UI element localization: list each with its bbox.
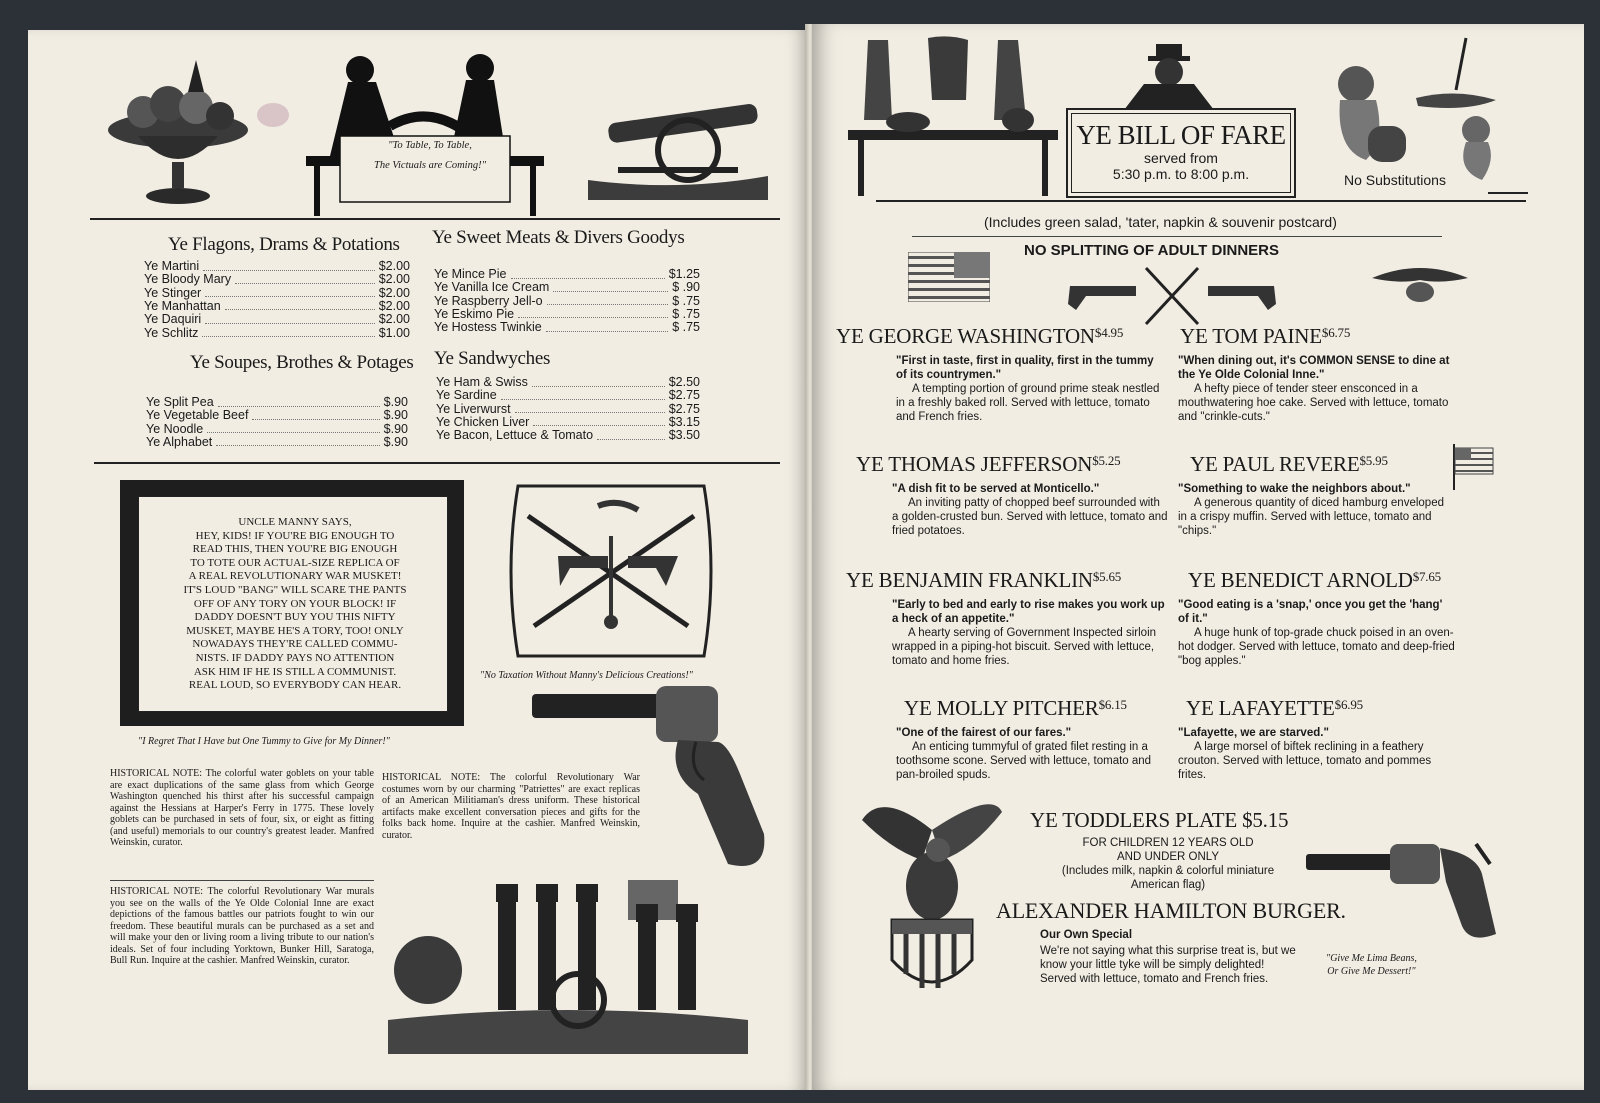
menu-item-price: $2.75	[668, 388, 700, 403]
uncle-manny-line: READ THIS, THEN YOU'RE BIG ENOUGH	[192, 543, 398, 556]
leader-dots	[597, 429, 665, 440]
right-page	[812, 24, 1584, 1090]
cannon-illustration	[588, 80, 768, 200]
leader-dots	[532, 376, 665, 387]
menu-item-price: $1.25	[668, 267, 700, 281]
header-sign-text	[350, 136, 510, 176]
dinner-quote: "Early to bed and early to rise makes you work up a heck of an appetite."	[892, 599, 1165, 625]
dinner-title	[856, 452, 1120, 477]
menu-item-price: $ .75	[672, 306, 700, 321]
dinner-price: $6.95	[1334, 697, 1363, 712]
uncle-manny-caption: "I Regret That I Have but One Tummy to Give for My Dinner!"	[138, 736, 390, 747]
leader-dots	[225, 300, 375, 311]
leader-dots	[205, 287, 374, 298]
toddlers-plate-details	[1012, 836, 1324, 892]
leader-dots	[546, 321, 668, 332]
menu-item-name: Ye Liverwurst	[436, 401, 511, 416]
note-murals: HISTORICAL NOTE: The colorful Revolutionary War murals you see on the walls of the Ye Olde Colonial Inne are exact depictions of the famous battles our patriots fought to win our freedom. These beautiful murals can be purchased as a set and will make your den or living room a living tribute to our nation's ideals. Set of four including Yorktown, Bunker Hill, Saratoga, Bull Run. Inquire at the cashier. Manfred Weinskin, curator.	[110, 886, 374, 966]
uncle-manny-line: MUSKET, MAYBE HE'S A TORY, TOO! ONLY	[186, 624, 404, 637]
menu-item-name: Ye Noodle	[146, 421, 204, 436]
seal-icon	[256, 102, 290, 128]
dinner-price: $6.15	[1098, 697, 1127, 712]
menu-item	[146, 436, 408, 450]
note-costumes: HISTORICAL NOTE: The colorful Revolutionary War costumes worn by our charming "Patriettes" are exact replicas of an American Militiaman's dress uniform. These historical artifacts make excellent conversation pieces and gifts for the folks back home. Inquire at the cashier. Manfred Weinskin, curator.	[382, 772, 640, 841]
pistol-caption	[1326, 952, 1417, 978]
pistol-caption-line: "Give Me Lima Beans,	[1326, 953, 1417, 964]
dinner-description: An inviting patty of chopped beef surrounded with a golden-crusted bun. Served with lettuce, tomato and fried potatoes.	[892, 497, 1168, 537]
uncle-manny-line: NISTS. IF DADDY PAYS NO ATTENTION	[195, 651, 395, 664]
menu-item-name: Ye Manhattan	[144, 298, 221, 313]
menu-item-price: $.90	[383, 408, 408, 423]
dinner-price: $6.75	[1321, 325, 1351, 340]
dinner-quote: "One of the fairest of our fares."	[896, 727, 1072, 739]
soldiers-illustration	[388, 870, 748, 1054]
dinner-name: YE TOM PAINE	[1180, 324, 1322, 348]
menu-item-price: $3.15	[668, 414, 700, 429]
menu-item-price: $ .90	[672, 280, 700, 295]
bill-of-fare-served-from: served from	[1144, 150, 1218, 166]
sandwiches-title: Ye Sandwyches	[434, 348, 551, 369]
hamilton-burger-special: Our Own Special	[1040, 929, 1133, 941]
cherubs-illustration	[1306, 30, 1502, 182]
dinner-description: A large morsel of biftek reclining in a feathery crouton. Served with lettuce, tomato and pommes frites.	[1178, 741, 1432, 781]
eagle-shield-illustration	[862, 790, 1002, 1004]
menu-item-name: Ye Alphabet	[146, 434, 213, 449]
dinner-price: $5.25	[1092, 453, 1121, 468]
menu-item	[436, 389, 700, 403]
toddlers-age-line: AND UNDER ONLY	[1116, 851, 1220, 863]
soups-title: Ye Soupes, Brothes & Potages	[190, 352, 414, 373]
no-substitutions-label: No Substitutions	[1344, 172, 1446, 188]
toddlers-includes-line: (Includes milk, napkin & colorful miniature	[1061, 865, 1275, 877]
dinner-quote: "Good eating is a 'snap,' once you get the 'hang' of it."	[1178, 599, 1443, 625]
menu-item-price: $2.00	[378, 272, 410, 287]
menu-item	[434, 281, 700, 295]
leader-dots	[547, 295, 669, 306]
left-page	[28, 30, 808, 1090]
menu-item-name: Ye Schlitz	[144, 325, 199, 340]
weapons-caption: "No Taxation Without Manny's Delicious Creations!"	[480, 670, 693, 681]
leader-dots	[207, 423, 379, 434]
dinner-description: A hearty serving of Government Inspected sirloin wrapped in a piping-hot biscuit. Served with lettuce, tomato and home fries.	[892, 627, 1157, 667]
menu-item-name: Ye Sardine	[436, 388, 497, 403]
bill-of-fare-sign	[1066, 108, 1296, 198]
toddlers-age-line: FOR CHILDREN 12 YEARS OLD	[1082, 837, 1254, 849]
menu-item-name: Ye Vanilla Ice Cream	[434, 280, 550, 295]
leader-dots	[202, 327, 374, 338]
fruit-bowl-illustration	[98, 52, 258, 212]
crossed-pistols-illustration	[1066, 264, 1278, 328]
leader-dots	[533, 416, 664, 427]
dinner-quote: "A dish fit to be served at Monticello."	[892, 483, 1100, 495]
dinner-title	[904, 696, 1127, 721]
menu-item-name: Ye Raspberry Jell-o	[434, 293, 543, 308]
hamilton-burger-desc: We're not saying what this surprise treat is, but we know your little tyke will be simply delighted! Served with lettuce, tomato and French fries.	[1040, 945, 1296, 985]
flag-illustration	[908, 252, 990, 302]
leader-dots	[518, 308, 668, 319]
menu-item-price: $2.75	[668, 401, 700, 416]
dinner-name: YE BENEDICT ARNOLD	[1188, 568, 1413, 592]
menu-item-price: $.90	[383, 421, 408, 436]
menu-item-name: Ye Eskimo Pie	[434, 306, 515, 321]
uncle-manny-text	[150, 516, 440, 693]
bill-of-fare-title: YE BILL OF FARE	[1076, 120, 1286, 150]
devil-figure-illustration	[1104, 40, 1234, 110]
butcher-table-illustration	[848, 30, 1058, 200]
menu-item-price: $2.00	[378, 259, 410, 273]
menu-item-name: Ye Chicken Liver	[436, 414, 530, 429]
dinner-title	[846, 568, 1121, 593]
leader-dots	[235, 273, 375, 284]
leader-dots	[218, 396, 380, 407]
dinner-name: YE BENJAMIN FRANKLIN	[846, 568, 1093, 592]
toddlers-plate-title	[1030, 808, 1288, 833]
menu-item-price: $.90	[383, 434, 408, 449]
menu-item	[144, 327, 410, 341]
dinner-name: YE MOLLY PITCHER	[904, 696, 1099, 720]
dinner-quote: "Something to wake the neighbors about."	[1178, 483, 1411, 495]
dinner-quote: "When dining out, it's COMMON SENSE to dine at the Ye Olde Colonial Inne."	[1178, 355, 1450, 381]
no-splitting-notice: NO SPLITTING OF ADULT DINNERS	[1024, 242, 1279, 259]
uncle-manny-line: HEY, KIDS! IF YOU'RE BIG ENOUGH TO	[195, 529, 395, 542]
dinner-quote: "Lafayette, we are starved."	[1178, 727, 1329, 739]
menu-item-name: Ye Hostess Twinkie	[434, 320, 542, 335]
sweets-title: Ye Sweet Meats & Divers Goodys	[432, 227, 685, 248]
uncle-manny-line: OFF OF ANY TORY ON YOUR BLOCK! IF	[193, 597, 397, 610]
uncle-manny-line: TO TOTE OUR ACTUAL-SIZE REPLICA OF	[190, 556, 400, 569]
leader-dots	[515, 403, 665, 414]
menu-divider	[94, 462, 780, 464]
leader-dots	[203, 260, 375, 271]
uncle-manny-line: A REAL REVOLUTIONARY WAR MUSKET!	[188, 570, 402, 583]
menu-item-name: Ye Bloody Mary	[144, 272, 232, 287]
crossed-weapons-illustration	[498, 476, 724, 666]
header-sign-line: "To Table, To Table,	[388, 140, 472, 151]
menu-item-name: Ye Split Pea	[146, 395, 214, 409]
dining-couple-silhouette	[290, 46, 560, 222]
dinner-title	[1186, 696, 1363, 721]
toddlers-includes-line: American flag)	[1130, 879, 1206, 891]
dinner-description: A generous quantity of diced hamburg enveloped in a crispy muffin. Served with lettuce, tomato and "chips."	[1178, 497, 1444, 537]
pen-flourish-right	[1488, 192, 1528, 194]
dinner-name: YE LAFAYETTE	[1186, 696, 1335, 720]
leader-dots	[553, 281, 668, 292]
menu-item-price: $ .75	[672, 293, 700, 308]
menu-item	[436, 429, 700, 443]
pistol-illustration	[1306, 834, 1506, 944]
sign-divider	[876, 200, 1526, 202]
menu-item-name: Ye Vegetable Beef	[146, 408, 249, 423]
menu-item-name: Ye Bacon, Lettuce & Tomato	[436, 428, 594, 443]
menu-item	[144, 313, 410, 327]
drinks-title: Ye Flagons, Drams & Potations	[168, 234, 400, 255]
menu-item-price: $1.00	[378, 325, 410, 340]
includes-note: (Includes green salad, 'tater, napkin & souvenir postcard)	[984, 214, 1337, 230]
header-sign-line: The Victuals are Coming!"	[373, 160, 487, 171]
hamilton-burger-title: ALEXANDER HAMILTON BURGER.	[996, 898, 1346, 923]
toddlers-plate-price: $5.15	[1242, 808, 1289, 832]
dinner-title	[1190, 452, 1388, 477]
menu-item-price: $3.50	[668, 428, 700, 443]
menu-item-name: Ye Martini	[144, 259, 200, 273]
uncle-manny-line: UNCLE MANNY SAYS,	[238, 516, 352, 528]
uncle-manny-line: NOWADAYS THEY'RE CALLED COMMU-	[192, 638, 398, 651]
bill-of-fare-hours: 5:30 p.m. to 8:00 p.m.	[1112, 166, 1250, 182]
dinner-price: $7.65	[1412, 569, 1441, 584]
menu-item	[434, 321, 700, 335]
menu-item-price: $.90	[383, 395, 408, 409]
leader-dots	[216, 436, 379, 447]
menu-item-price: $2.00	[378, 312, 410, 327]
dinner-name: YE GEORGE WASHINGTON	[836, 324, 1095, 348]
leader-dots	[501, 389, 665, 400]
dinner-title	[1180, 324, 1350, 349]
note-goblets: HISTORICAL NOTE: The colorful water goblets on your table are exact duplications of the same glass from which George Washington quenched his thirst after his successful campaign against the Hessians at Harper's Ferry in 1775. These lovely goblets can be purchased in sets of four, six, or eight as fitting (and useful) memorials to our country's greatest leader. Manfred Weinskin, curator.	[110, 768, 374, 848]
dinner-price: $5.95	[1359, 453, 1388, 468]
dinner-price: $5.65	[1092, 569, 1122, 584]
dinner-title	[836, 324, 1123, 349]
uncle-manny-line: REAL LOUD, SO EVERYBODY CAN HEAR.	[188, 679, 402, 692]
dinner-name: YE THOMAS JEFFERSON	[856, 452, 1093, 476]
uncle-manny-line: IT'S LOUD "BANG" WILL SCARE THE PANTS	[183, 583, 407, 596]
toddlers-plate-name: YE TODDLERS PLATE	[1030, 808, 1237, 832]
pistol-caption-line: Or Give Me Dessert!"	[1327, 966, 1416, 977]
menu-item-price: $2.50	[668, 375, 700, 389]
menu-item-price: $ .75	[672, 320, 700, 335]
eagle-small-illustration	[1372, 258, 1468, 306]
dinner-quote: "First in taste, first in quality, first in the tummy of its countrymen."	[896, 355, 1154, 381]
dinner-description: An enticing tummyful of grated filet resting in a toothsome scone. Served with lettuce, tomato and pan-broiled spuds.	[896, 741, 1152, 781]
dinner-price: $4.95	[1094, 325, 1124, 340]
includes-divider	[912, 236, 1442, 237]
notes-divider	[110, 880, 374, 881]
uncle-manny-line: ASK HIM IF HE IS STILL A COMMUNIST.	[193, 665, 397, 678]
menu-item-name: Ye Mince Pie	[434, 267, 507, 281]
menu-item-name: Ye Daquiri	[144, 312, 202, 327]
menu-item-name: Ye Stinger	[144, 285, 202, 300]
dinner-description: A huge hunk of top-grade chuck poised in an oven-hot dodger. Served with lettuce, tomato and deep-fried "bog apples."	[1178, 627, 1455, 667]
dinner-description: A hefty piece of tender steer ensconced in a mouthwatering hoe cake. Served with lettuce, tomato and "crinkle-cuts."	[1178, 383, 1449, 423]
uncle-manny-box	[120, 480, 464, 726]
leader-dots	[252, 409, 379, 420]
dinner-name: YE PAUL REVERE	[1190, 452, 1360, 476]
dinner-title	[1188, 568, 1441, 593]
menu-item-price: $2.00	[378, 298, 410, 313]
menu-item	[146, 409, 408, 423]
menu-item-price: $2.00	[378, 285, 410, 300]
dinner-description: A tempting portion of ground prime steak nestled in a freshly baked roll. Served with lettuce, tomato and French fries.	[896, 383, 1160, 423]
leader-dots	[511, 268, 665, 279]
small-flag-icon	[1452, 444, 1496, 490]
uncle-manny-line: DADDY DOESN'T BUY YOU THIS NIFTY	[194, 611, 396, 624]
leader-dots	[205, 313, 375, 324]
menu-item	[144, 273, 410, 287]
menu-item-name: Ye Ham & Swiss	[436, 375, 528, 389]
header-divider	[90, 218, 780, 220]
